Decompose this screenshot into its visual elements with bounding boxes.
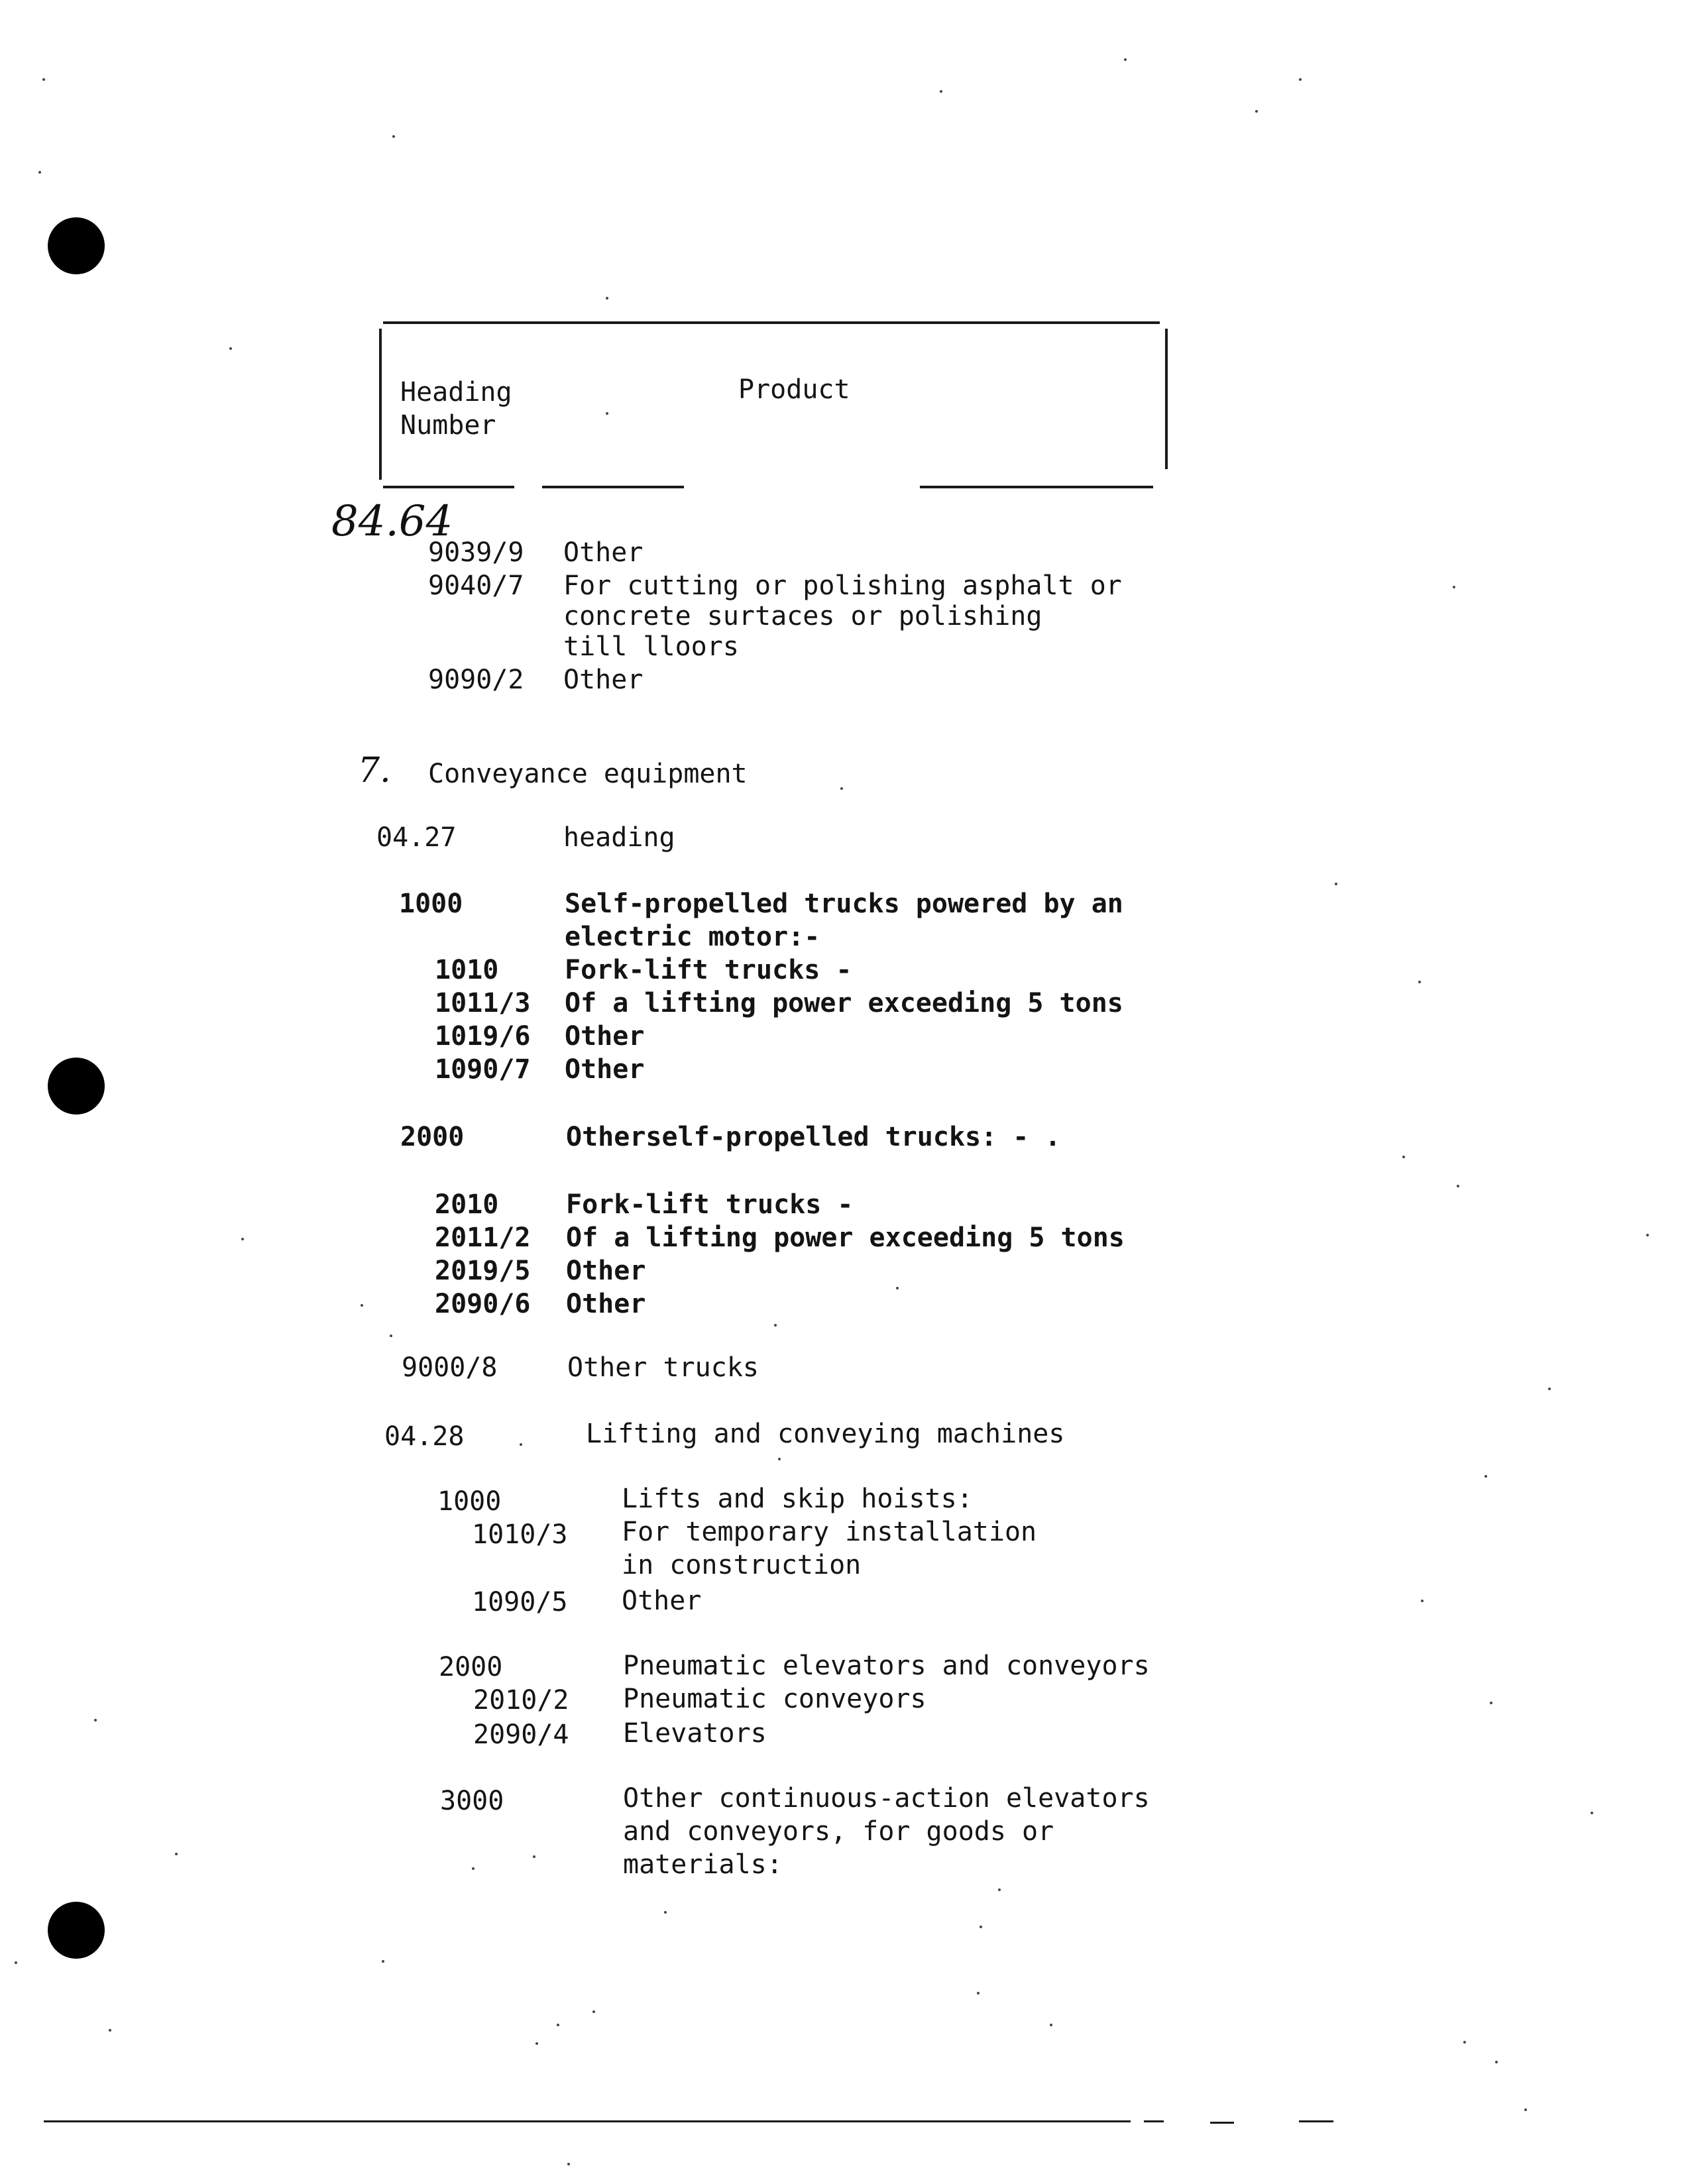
speck	[1490, 1702, 1492, 1704]
code-28-1000: 1000	[437, 1486, 502, 1517]
desc-1011-3: Of a lifting power exceeding 5 tons	[565, 988, 1123, 1018]
code-1010: 1010	[435, 955, 499, 985]
speck	[1457, 1185, 1459, 1187]
desc-1000-line-1: Self-propelled trucks powered by an	[565, 889, 1123, 919]
speck	[940, 90, 942, 93]
speck	[175, 1853, 178, 1855]
desc-2010: Fork-lift trucks -	[566, 1189, 854, 1220]
code-1090-7: 1090/7	[435, 1054, 531, 1085]
header-box-top-rule	[383, 321, 1160, 324]
desc-9040-7-line-3: till lloors	[563, 631, 739, 662]
speck	[15, 1961, 17, 1964]
desc-9039-9: Other	[563, 537, 644, 568]
code-1010-3: 1010/3	[472, 1519, 568, 1550]
desc-1090-7: Other	[565, 1054, 645, 1085]
speck	[1495, 2061, 1498, 2063]
handwritten-heading-number: 84.64	[331, 497, 453, 546]
code-3000: 3000	[440, 1786, 504, 1816]
speck	[1299, 78, 1302, 81]
desc-3000-line-1: Other continuous-action elevators	[623, 1783, 1150, 1814]
code-2090-6: 2090/6	[435, 1289, 531, 1319]
speck	[1548, 1388, 1551, 1390]
speck	[1255, 110, 1258, 113]
speck	[472, 1867, 475, 1870]
desc-2019-5: Other	[566, 1256, 646, 1286]
binder-hole-top	[48, 217, 105, 274]
desc-9090-2: Other	[563, 665, 644, 695]
code-1000: 1000	[399, 889, 463, 919]
speck	[567, 2163, 570, 2165]
code-2090-4: 2090/4	[473, 1720, 569, 1750]
speck	[533, 1855, 535, 1858]
code-2019-5: 2019/5	[435, 1256, 531, 1286]
desc-1019-6: Other	[565, 1021, 645, 1052]
speck	[390, 1335, 392, 1337]
speck	[606, 297, 608, 300]
footer-rule-dash-3	[1299, 2120, 1333, 2122]
speck	[1050, 2024, 1052, 2026]
code-9040-7: 9040/7	[428, 571, 524, 601]
speck	[1418, 981, 1421, 983]
desc-3000-line-3: materials:	[623, 1849, 783, 1880]
desc-1000-line-2: electric motor:-	[565, 922, 820, 952]
speck	[535, 2042, 538, 2045]
desc-28-1000: Lifts and skip hoists:	[622, 1484, 973, 1514]
product-label: Product	[738, 374, 850, 405]
speck	[1463, 2041, 1466, 2044]
speck	[1402, 1156, 1405, 1158]
header-box-bottom-rule-3	[920, 486, 1153, 488]
desc-2090-4: Elevators	[623, 1718, 767, 1749]
code-1011-3: 1011/3	[435, 988, 531, 1018]
speck	[557, 2024, 559, 2026]
section-number-handwritten: 7.	[358, 751, 391, 791]
header-box-left-rule	[379, 329, 382, 480]
footer-rule-dash-2	[1210, 2122, 1234, 2124]
speck	[42, 78, 45, 81]
number-label: Number	[400, 410, 496, 441]
heading-label: Heading	[400, 377, 512, 408]
code-28-2000: 2000	[439, 1652, 503, 1682]
header-box-right-rule	[1165, 329, 1168, 469]
speck	[1421, 1600, 1424, 1602]
desc-1010-3-line-2: in construction	[622, 1550, 862, 1580]
speck	[778, 1458, 781, 1460]
speck	[229, 347, 232, 350]
speck	[1591, 1812, 1593, 1814]
header-box-bottom-rule-2	[542, 486, 684, 488]
speck	[896, 1287, 899, 1289]
code-2010-2: 2010/2	[473, 1685, 569, 1716]
code-9039-9: 9039/9	[428, 537, 524, 568]
speck	[94, 1719, 97, 1721]
speck	[774, 1324, 777, 1327]
binder-hole-middle	[48, 1058, 105, 1115]
binder-hole-bottom	[48, 1902, 105, 1959]
speck	[977, 1992, 980, 1994]
speck	[392, 135, 395, 138]
desc-1090-5: Other	[622, 1586, 702, 1616]
code-9090-2: 9090/2	[428, 665, 524, 695]
speck	[1646, 1234, 1649, 1236]
desc-9040-7-line-2: concrete surtaces or polishing	[563, 601, 1042, 631]
speck	[38, 171, 41, 174]
heading-84-28-number: 04.28	[384, 1421, 465, 1452]
code-9000-8: 9000/8	[402, 1352, 498, 1383]
speck	[980, 1926, 982, 1928]
speck	[520, 1443, 522, 1446]
header-box-bottom-rule-1	[383, 486, 514, 488]
code-1019-6: 1019/6	[435, 1021, 531, 1052]
speck	[664, 1911, 667, 1914]
speck	[241, 1238, 244, 1240]
desc-9000-8: Other trucks	[567, 1352, 759, 1383]
desc-2090-6: Other	[566, 1289, 646, 1319]
code-2010: 2010	[435, 1189, 499, 1220]
code-2011-2: 2011/2	[435, 1223, 531, 1253]
speck	[998, 1888, 1001, 1891]
heading-84-28-label: Lifting and conveying machines	[586, 1419, 1065, 1449]
section-title: Conveyance equipment	[428, 759, 748, 789]
speck	[1453, 586, 1455, 588]
desc-3000-line-2: and conveyors, for goods or	[623, 1816, 1054, 1847]
desc-2000: Otherself-propelled trucks: - .	[566, 1122, 1061, 1152]
heading-84-27-number: 04.27	[376, 822, 457, 853]
code-1090-5: 1090/5	[472, 1587, 568, 1617]
code-2000: 2000	[400, 1122, 465, 1152]
desc-1010-3-line-1: For temporary installation	[622, 1517, 1037, 1547]
desc-2011-2: Of a lifting power exceeding 5 tons	[566, 1223, 1125, 1253]
speck	[592, 2010, 595, 2013]
speck	[382, 1960, 384, 1963]
desc-28-2000: Pneumatic elevators and conveyors	[623, 1651, 1150, 1681]
speck	[109, 2029, 111, 2032]
heading-84-27-label: heading	[563, 822, 675, 853]
desc-1010: Fork-lift trucks -	[565, 955, 852, 985]
footer-rule	[44, 2120, 1131, 2122]
speck	[606, 412, 608, 415]
footer-rule-dash-1	[1144, 2120, 1164, 2122]
speck	[1524, 2108, 1527, 2111]
speck	[1485, 1475, 1487, 1478]
speck	[1335, 883, 1337, 885]
desc-2010-2: Pneumatic conveyors	[623, 1684, 926, 1714]
speck	[840, 787, 843, 790]
speck	[1124, 58, 1127, 61]
desc-9040-7-line-1: For cutting or polishing asphalt or	[563, 571, 1122, 601]
speck	[361, 1304, 363, 1307]
